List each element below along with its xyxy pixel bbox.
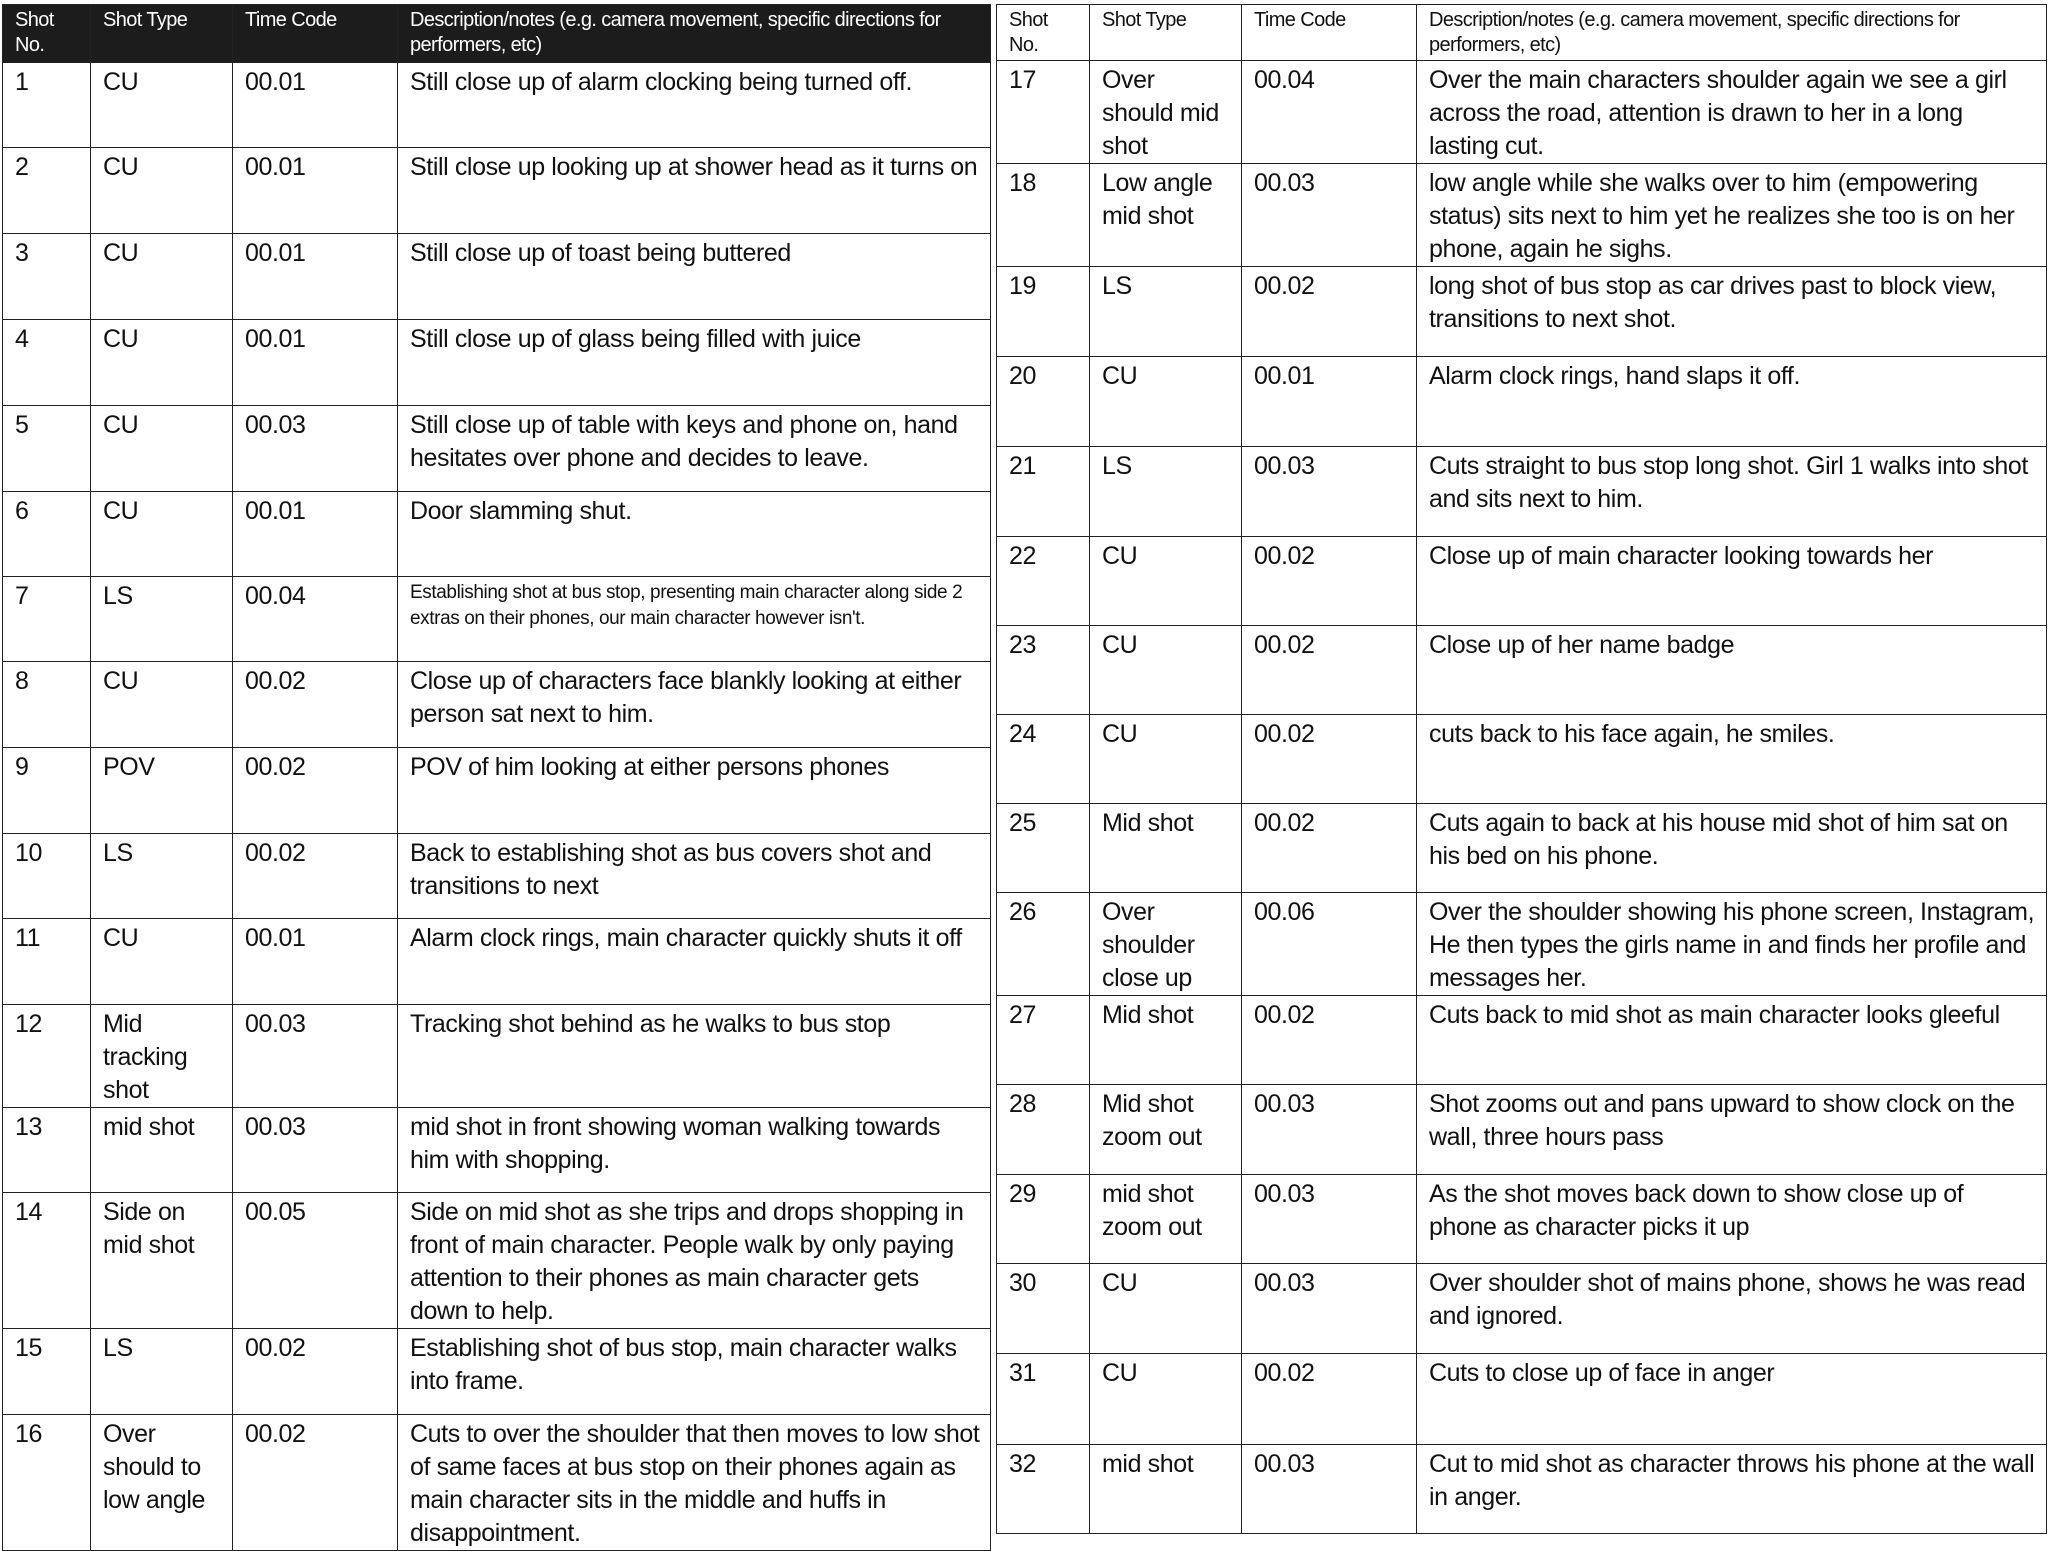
table-row [3,406,991,492]
shot-number-cell: 25 [997,804,1090,893]
table-row [3,1108,991,1193]
header-description: Description/notes (e.g. camera movement, specific directions for performers, etc) [398,5,991,63]
shot-list-page [2,4,2046,1547]
table-row [997,61,2047,164]
description-cell: POV of him looking at either persons phones [398,748,991,834]
shot-number-cell: 11 [3,919,91,1005]
time-code-cell: 00.03 [1242,1085,1417,1175]
shot-number-cell: 31 [997,1354,1090,1445]
table-row [3,748,991,834]
time-code-cell: 00.02 [1242,267,1417,357]
description-cell: Cuts straight to bus stop long shot. Girl 1 walks into shot and sits next to him. [1417,447,2047,537]
table-row [3,63,991,148]
shot-type-cell: CU [1090,357,1242,447]
time-code-cell: 00.01 [233,320,398,406]
shot-type-cell: Mid shot zoom out [1090,1085,1242,1175]
table-row [3,1193,991,1329]
shot-type-cell: CU [91,919,233,1005]
description-cell: Cut to mid shot as character throws his phone at the wall in anger. [1417,1445,2047,1534]
time-code-cell: 00.03 [1242,1175,1417,1264]
header-shot-no: Shot No. [997,5,1090,61]
header-time-code: Time Code [233,5,398,63]
shot-number-cell: 13 [3,1108,91,1193]
description-cell: Over the shoulder showing his phone screen, Instagram, He then types the girls name in and finds her profile and messages her. [1417,893,2047,996]
shot-type-cell: CU [91,662,233,748]
shot-number-cell: 7 [3,577,91,662]
table-row [997,537,2047,626]
table-row [3,834,991,919]
shot-number-cell: 19 [997,267,1090,357]
description-cell: Alarm clock rings, hand slaps it off. [1417,357,2047,447]
shot-type-cell: LS [1090,267,1242,357]
shot-number-cell: 4 [3,320,91,406]
shot-number-cell: 2 [3,148,91,234]
shot-type-cell: Mid shot [1090,804,1242,893]
description-cell: Over shoulder shot of mains phone, shows he was read and ignored. [1417,1264,2047,1354]
shot-list-table-right [996,4,2047,1534]
time-code-cell: 00.02 [1242,1354,1417,1445]
shot-type-cell: CU [1090,626,1242,715]
description-cell: Back to establishing shot as bus covers shot and transitions to next [398,834,991,919]
time-code-cell: 00.02 [233,748,398,834]
time-code-cell: 00.03 [1242,1264,1417,1354]
shot-type-cell: LS [91,1329,233,1415]
shot-type-cell: CU [1090,537,1242,626]
table-row [3,320,991,406]
shot-type-cell: mid shot [1090,1445,1242,1534]
table-row [3,1005,991,1108]
table-row [997,447,2047,537]
table-row [3,148,991,234]
time-code-cell: 00.03 [1242,447,1417,537]
description-cell: low angle while she walks over to him (empowering status) sits next to him yet he realizes she too is on her phone, again he sighs. [1417,164,2047,267]
table-row [997,715,2047,804]
shot-number-cell: 3 [3,234,91,320]
header-shot-no: Shot No. [3,5,91,63]
shot-number-cell: 22 [997,537,1090,626]
shot-number-cell: 10 [3,834,91,919]
header-description: Description/notes (e.g. camera movement, specific directions for performers, etc) [1417,5,2047,61]
shot-number-cell: 27 [997,996,1090,1085]
time-code-cell: 00.01 [233,919,398,1005]
time-code-cell: 00.01 [233,492,398,577]
table-row [3,577,991,662]
shot-type-cell: Side on mid shot [91,1193,233,1329]
shot-number-cell: 5 [3,406,91,492]
shot-type-cell: CU [1090,1264,1242,1354]
shot-type-cell: CU [91,63,233,148]
table-row [3,1329,991,1415]
table-row [997,804,2047,893]
table-row [997,626,2047,715]
description-cell: Still close up of toast being buttered [398,234,991,320]
shot-number-cell: 15 [3,1329,91,1415]
time-code-cell: 00.03 [233,1108,398,1193]
shot-number-cell: 6 [3,492,91,577]
table-row [997,357,2047,447]
shot-number-cell: 1 [3,63,91,148]
shot-number-cell: 32 [997,1445,1090,1534]
shot-type-cell: Over should to low angle [91,1415,233,1551]
shot-type-cell: LS [91,577,233,662]
time-code-cell: 00.02 [1242,996,1417,1085]
time-code-cell: 00.03 [1242,164,1417,267]
time-code-cell: 00.01 [233,63,398,148]
time-code-cell: 00.02 [233,1415,398,1551]
description-cell: Cuts again to back at his house mid shot of him sat on his bed on his phone. [1417,804,2047,893]
description-cell: Establishing shot of bus stop, main character walks into frame. [398,1329,991,1415]
shot-type-cell: Mid tracking shot [91,1005,233,1108]
description-cell: Still close up of glass being filled with juice [398,320,991,406]
shot-list-table-left [2,4,991,1551]
time-code-cell: 00.04 [1242,61,1417,164]
description-cell: mid shot in front showing woman walking towards him with shopping. [398,1108,991,1193]
shot-type-cell: mid shot zoom out [1090,1175,1242,1264]
time-code-cell: 00.02 [233,662,398,748]
shot-number-cell: 20 [997,357,1090,447]
table-row [997,1264,2047,1354]
shot-number-cell: 12 [3,1005,91,1108]
header-time-code: Time Code [1242,5,1417,61]
shot-type-cell: CU [1090,1354,1242,1445]
description-cell: Shot zooms out and pans upward to show clock on the wall, three hours pass [1417,1085,2047,1175]
shot-number-cell: 29 [997,1175,1090,1264]
header-shot-type: Shot Type [91,5,233,63]
shot-number-cell: 8 [3,662,91,748]
table-row [997,1445,2047,1534]
table-row [997,267,2047,357]
shot-number-cell: 24 [997,715,1090,804]
description-cell: Still close up of table with keys and phone on, hand hesitates over phone and decides to leave. [398,406,991,492]
shot-number-cell: 16 [3,1415,91,1551]
time-code-cell: 00.03 [233,406,398,492]
table-row [997,1175,2047,1264]
shot-type-cell: mid shot [91,1108,233,1193]
time-code-cell: 00.02 [233,1329,398,1415]
description-cell: Alarm clock rings, main character quickly shuts it off [398,919,991,1005]
time-code-cell: 00.02 [1242,537,1417,626]
shot-type-cell: LS [91,834,233,919]
description-cell: Close up of her name badge [1417,626,2047,715]
shot-type-cell: CU [91,320,233,406]
time-code-cell: 00.01 [233,234,398,320]
description-cell: Cuts to over the shoulder that then moves to low shot of same faces at bus stop on their phones again as main character sits in the middle and huffs in disappointment. [398,1415,991,1551]
time-code-cell: 00.06 [1242,893,1417,996]
shot-type-cell: LS [1090,447,1242,537]
shot-type-cell: CU [91,492,233,577]
description-cell: long shot of bus stop as car drives past to block view, transitions to next shot. [1417,267,2047,357]
description-cell: Establishing shot at bus stop, presenting main character along side 2 extras on their phones, our main character however isn't. [398,577,991,662]
time-code-cell: 00.01 [1242,357,1417,447]
table-row [997,893,2047,996]
shot-number-cell: 23 [997,626,1090,715]
shot-type-cell: Over shoulder close up [1090,893,1242,996]
description-cell: cuts back to his face again, he smiles. [1417,715,2047,804]
table-row [997,996,2047,1085]
time-code-cell: 00.02 [233,834,398,919]
description-cell: Cuts back to mid shot as main character looks gleeful [1417,996,2047,1085]
shot-number-cell: 14 [3,1193,91,1329]
shot-type-cell: CU [1090,715,1242,804]
shot-type-cell: CU [91,148,233,234]
description-cell: Tracking shot behind as he walks to bus stop [398,1005,991,1108]
shot-type-cell: Mid shot [1090,996,1242,1085]
table-row [3,662,991,748]
table-row [3,919,991,1005]
description-cell: Close up of main character looking towards her [1417,537,2047,626]
description-cell: Over the main characters shoulder again we see a girl across the road, attention is drawn to her in a long lasting cut. [1417,61,2047,164]
shot-number-cell: 28 [997,1085,1090,1175]
time-code-cell: 00.03 [1242,1445,1417,1534]
description-cell: Cuts to close up of face in anger [1417,1354,2047,1445]
description-cell: Door slamming shut. [398,492,991,577]
shot-type-cell: Low angle mid shot [1090,164,1242,267]
table-row [997,1085,2047,1175]
description-cell: Still close up of alarm clocking being turned off. [398,63,991,148]
table-row [3,234,991,320]
time-code-cell: 00.01 [233,148,398,234]
shot-number-cell: 21 [997,447,1090,537]
header-row [997,5,2047,61]
time-code-cell: 00.03 [233,1005,398,1108]
description-cell: Close up of characters face blankly looking at either person sat next to him. [398,662,991,748]
time-code-cell: 00.02 [1242,626,1417,715]
shot-number-cell: 30 [997,1264,1090,1354]
shot-type-cell: Over should mid shot [1090,61,1242,164]
shot-number-cell: 9 [3,748,91,834]
shot-type-cell: CU [91,406,233,492]
header-shot-type: Shot Type [1090,5,1242,61]
table-row [997,1354,2047,1445]
table-row [3,1415,991,1551]
shot-number-cell: 18 [997,164,1090,267]
shot-number-cell: 26 [997,893,1090,996]
time-code-cell: 00.02 [1242,715,1417,804]
shot-type-cell: POV [91,748,233,834]
time-code-cell: 00.02 [1242,804,1417,893]
table-row [997,164,2047,267]
time-code-cell: 00.05 [233,1193,398,1329]
table-row [3,492,991,577]
time-code-cell: 00.04 [233,577,398,662]
shot-type-cell: CU [91,234,233,320]
header-row [3,5,991,63]
description-cell: Still close up looking up at shower head as it turns on [398,148,991,234]
description-cell: As the shot moves back down to show close up of phone as character picks it up [1417,1175,2047,1264]
shot-number-cell: 17 [997,61,1090,164]
description-cell: Side on mid shot as she trips and drops shopping in front of main character. People walk by only paying attention to their phones as main character gets down to help. [398,1193,991,1329]
